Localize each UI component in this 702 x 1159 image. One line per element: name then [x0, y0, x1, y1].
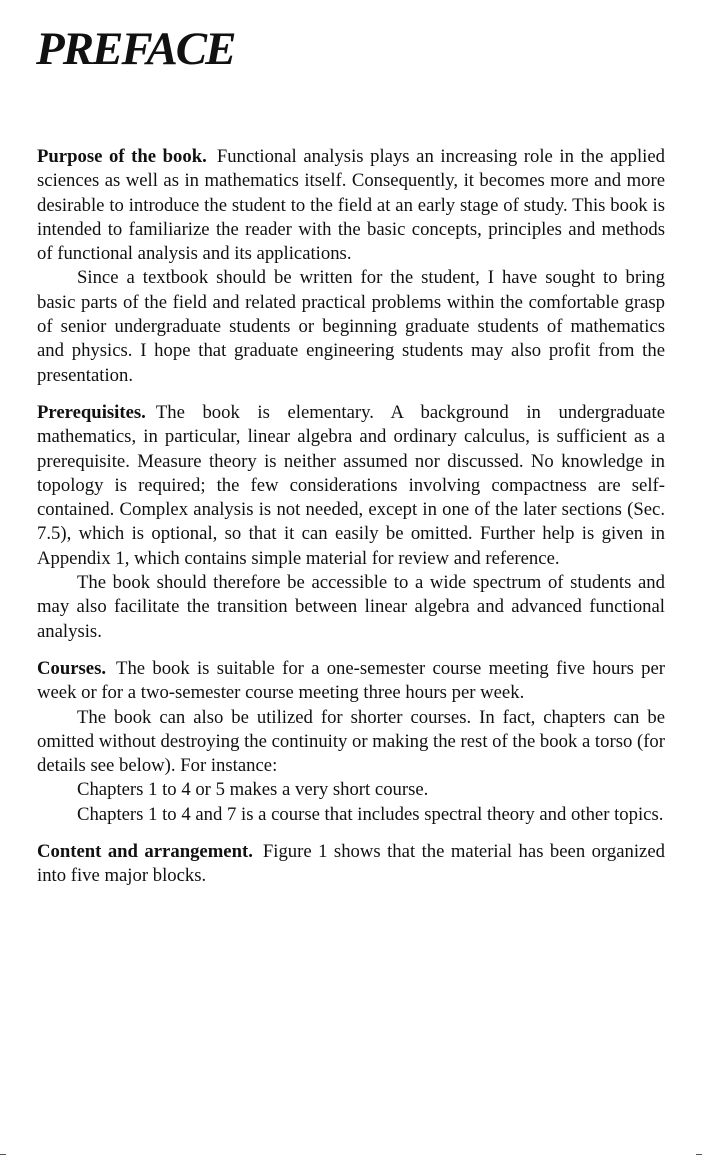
page-title: PREFACE [36, 23, 235, 75]
courses-paragraph-4: Chapters 1 to 4 and 7 is a course that includes spectral theory and other topics. [77, 803, 664, 825]
prerequisites-heading: Prerequisites. [37, 401, 146, 423]
purpose-paragraph-2: Since a textbook should be written for the student, I have sought to bring basic parts of the field and related practical problems within the comfortable grasp of senior undergraduate students or beginning graduate students of mathematics and physics. I hope that graduate engineering students may also profit from the presentation. [37, 267, 665, 386]
courses-paragraph-1 [37, 657, 665, 706]
purpose-heading: Purpose of the book. [37, 146, 207, 167]
crop-mark-right [696, 1154, 702, 1155]
content-paragraph-1 [37, 840, 665, 889]
content-heading: Content and arrangement. [37, 841, 253, 863]
crop-mark-left [0, 1154, 6, 1155]
courses-text-1: The book is suitable for a one-semester course meeting five hours per week or for a two-semester course meeting three hours per week. [37, 657, 665, 704]
content-text-1: Figure 1 shows that the material has been organized into five major blocks. [37, 841, 665, 887]
prerequisites-paragraph-2: The book should therefore be accessible to a wide spectrum of students and may also facilitate the transition between linear algebra and advanced functional analysis. [37, 572, 665, 642]
purpose-text-1: Functional analysis plays an increasing role in the applied sciences as well as in mathematics itself. Consequently, it becomes more and more desirable to introduce the student to the field at an early stage of study. This book is intended to familiarize the reader with the basic concepts, principles and methods of functional analysis and its applications. [37, 146, 665, 265]
purpose-paragraph-1 [37, 145, 665, 266]
courses-heading: Courses. [37, 657, 107, 679]
prerequisites-paragraph-1 [37, 401, 665, 571]
courses-paragraph-3: Chapters 1 to 4 or 5 makes a very short course. [77, 779, 429, 801]
prerequisites-text-1: The book is elementary. A background in undergraduate mathematics, in particular, linear algebra and ordinary calculus, is sufficient as a prerequisite. Measure theory is neither assumed nor discussed. No knowledge in topology is required; the few considerations involving compactness are self-contained. Complex analysis is not needed, except in one of the later sections (Sec. 7.5), which is optional, so that it can easily be omitted. Further help is given in Appendix 1, which contains simple material for review and reference. [37, 401, 665, 569]
courses-paragraph-2: The book can also be utilized for shorter courses. In fact, chapters can be omitted without destroying the continuity or making the rest of the book a torso (for details see below). For instance: [37, 706, 665, 777]
preface-body [37, 145, 665, 889]
